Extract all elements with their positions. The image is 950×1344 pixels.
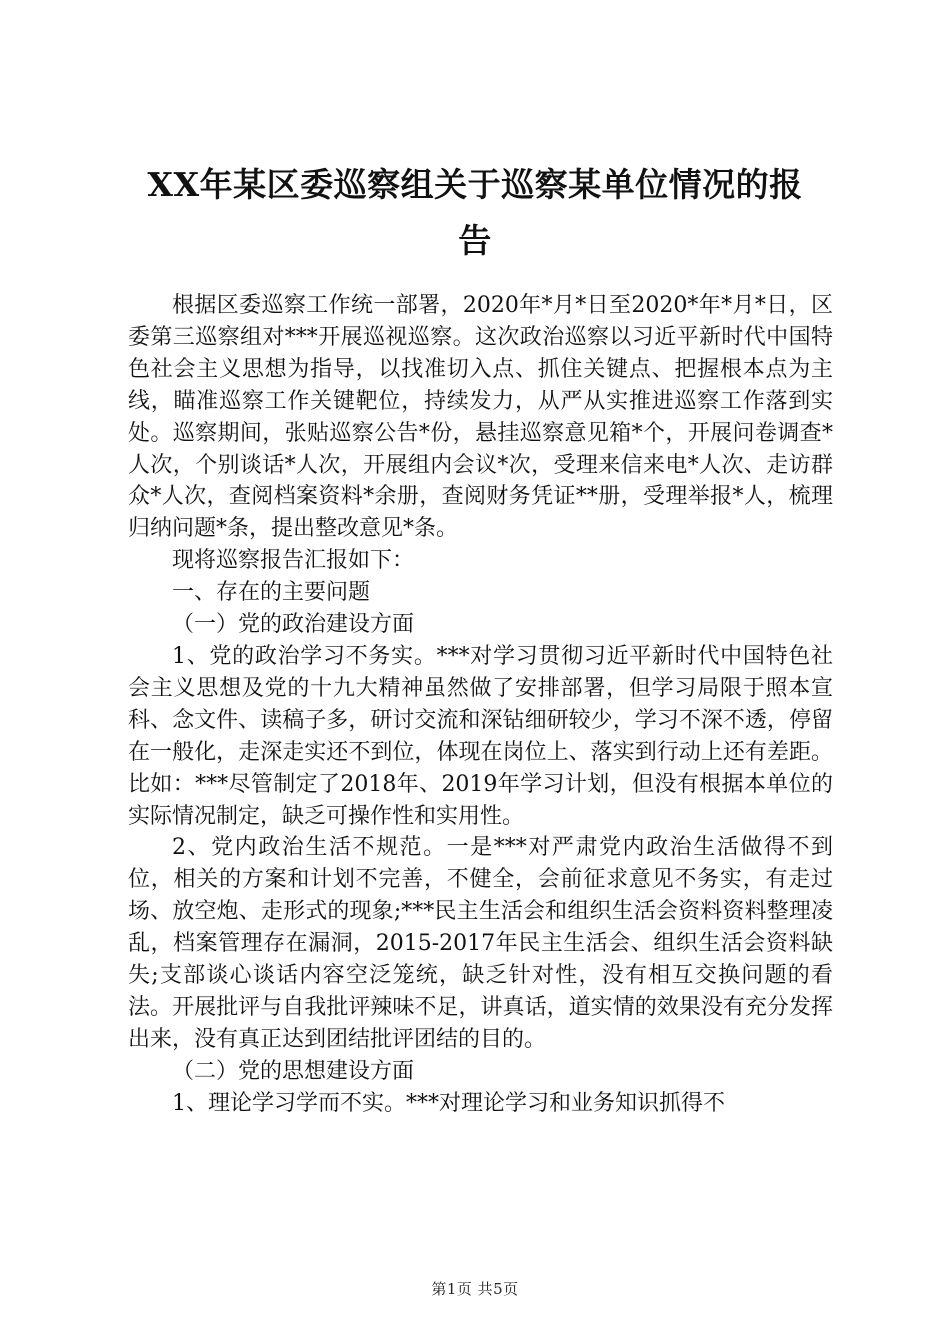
document-body — [128, 290, 833, 1120]
paragraph-political-study: 1、党的政治学习不务实。***对学习贯彻习近平新时代中国特色社会主义思想及党的十九大精神虽然做了安排部署，但学习局限于照本宣科、念文件、读稿子多，研讨交流和深钻细研较少，学习不深不透，停留在一般化，走深走实还不到位，体现在岗位上、落实到行动上还有差距。比如：***尽管制定了2018年、2019年学习计划，但没有根据本单位的实际情况制定，缺乏可操作性和实用性。 — [128, 643, 833, 829]
document-title-line-1: XX年某区委巡察组关于巡察某单位情况的报 — [147, 165, 803, 204]
paragraph-party-political-life: 2、党内政治生活不规范。一是***对严肃党内政治生活做得不到位，相关的方案和计划不完善，不健全，会前征求意见不务实，有走过场、放空炮、走形式的现象;***民主生活会和组织生活会资料资料整理凌乱，档案管理存在漏洞，2015-2017年民主生活会、组织生活会资料缺失;支部谈心谈话内容空泛笼统，缺乏针对性，没有相互交换问题的看法。开展批评与自我批评辣味不足，讲真话，道实情的效果没有充分发挥出来，没有真正达到团结批评团结的目的。 — [128, 835, 833, 1052]
page-footer: 第1页 共5页 — [431, 1280, 519, 1298]
document-title-line-2: 告 — [458, 221, 492, 260]
subsection-heading-political-building: （一）党的政治建设方面 — [172, 612, 415, 638]
intro-paragraph: 根据区委巡察工作统一部署，2020年*月*日至2020*年*月*日，区委第三巡察组对***开展巡视巡察。这次政治巡察以习近平新时代中国特色社会主义思想为指导，以找准切入点、抓住关键点、把握根本点为主线，瞄准巡察工作关键靶位，持续发力，从严从实推进巡察工作落到实处。巡察期间，张贴巡察公告*份，悬挂巡察意见箱*个，开展问卷调查*人次，个别谈话*人次，开展组内会议*次，受理来信来电*人次、走访群众*人次，查阅档案资料*余册，查阅财务凭证**册，受理举报*人，梳理归纳问题*条，提出整改意见*条。 — [128, 293, 833, 542]
section-heading-main-problems: 一、存在的主要问题 — [172, 580, 371, 606]
report-lead-paragraph: 现将巡察报告汇报如下： — [172, 548, 415, 574]
subsection-heading-ideological-building: （二）党的思想建设方面 — [172, 1058, 415, 1084]
paragraph-theory-study: 1、理论学习学而不实。***对理论学习和业务知识抓得不 — [172, 1090, 725, 1116]
